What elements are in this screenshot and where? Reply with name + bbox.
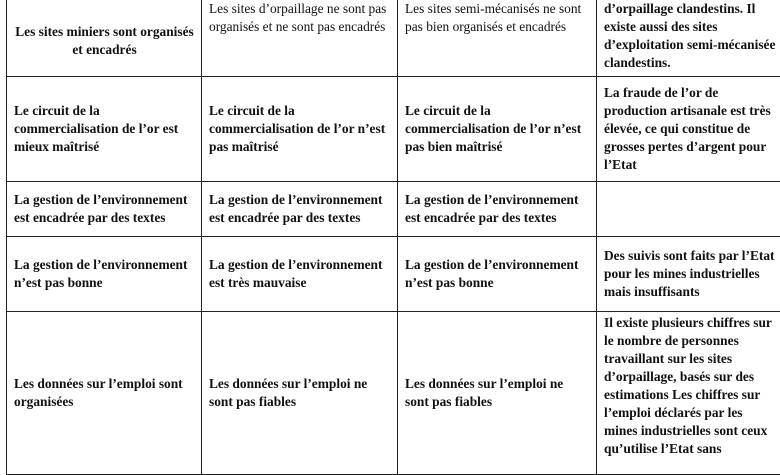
cell-text: La gestion de l’environnement est encadrée par des textes: [405, 191, 590, 227]
table-cell: [597, 312, 780, 475]
table-cell: [597, 237, 780, 312]
table-row: [7, 0, 780, 77]
table-row: [7, 312, 780, 475]
table-cell: [202, 182, 398, 237]
table-row: [7, 77, 780, 182]
cell-text: Il existe plusieurs chiffres sur le nombre de personnes travaillant sur les sites d’orpaillage, basés sur des estimations Les chiffres sur l’emploi déclarés par les mines industrielles sont ceux qu’utilise l’Etat sans: [604, 314, 778, 458]
cell-text: d’orpaillage clandestins. Il existe aussi des sites d’exploitation semi-mécanisée clandestins.: [604, 0, 778, 72]
table-cell: [7, 182, 202, 237]
table-cell: [202, 0, 398, 77]
cell-text: Le circuit de la commercialisation de l’or est mieux maîtrisé: [14, 102, 195, 156]
cell-text: Les sites semi-mécanisés ne sont pas bien organisés et encadrés: [405, 0, 590, 36]
table-cell: [398, 182, 597, 237]
table-cell: [7, 77, 202, 182]
table-cell: [597, 77, 780, 182]
table-cell: [597, 182, 780, 237]
cell-text: Le circuit de la commercialisation de l’or n’est pas bien maîtrisé: [405, 102, 590, 156]
table-row: [7, 237, 780, 312]
cell-text: Les données sur l’emploi sont organisées: [14, 375, 195, 411]
cell-text: Les données sur l’emploi ne sont pas fiables: [405, 375, 590, 411]
cell-text: Les sites d’orpaillage ne sont pas organisés et ne sont pas encadrés: [209, 0, 391, 36]
cell-text: La gestion de l’environnement est très mauvaise: [209, 256, 391, 292]
cell-text: La gestion de l’environnement est encadrée par des textes: [209, 191, 391, 227]
cell-text: Des suivis sont faits par l’Etat pour les mines industrielles mais insuffisants: [604, 247, 778, 301]
table-cell: [398, 237, 597, 312]
comparison-table: [6, 0, 780, 475]
table-cell: [7, 312, 202, 475]
cell-text: Les sites miniers sont organisés et encadrés: [14, 23, 195, 59]
table-cell: [202, 312, 398, 475]
table-cell: [202, 77, 398, 182]
cell-text: Les données sur l’emploi ne sont pas fiables: [209, 375, 391, 411]
table-cell: [597, 0, 780, 77]
cell-text: La gestion de l’environnement n’est pas bonne: [405, 256, 590, 292]
cell-text: La fraude de l’or de production artisanale est très élevée, ce qui constitue de grosses pertes d’argent pour l’Etat: [604, 84, 778, 174]
table-row: [7, 182, 780, 237]
table-cell: [7, 237, 202, 312]
table-cell: [7, 0, 202, 77]
cell-text: La gestion de l’environnement n’est pas bonne: [14, 256, 195, 292]
cell-text: Le circuit de la commercialisation de l’or n’est pas maîtrisé: [209, 102, 391, 156]
table-cell: [398, 312, 597, 475]
table-cell: [398, 77, 597, 182]
cell-text: La gestion de l’environnement est encadrée par des textes: [14, 191, 195, 227]
table-cell: [202, 237, 398, 312]
table-cell: [398, 0, 597, 77]
